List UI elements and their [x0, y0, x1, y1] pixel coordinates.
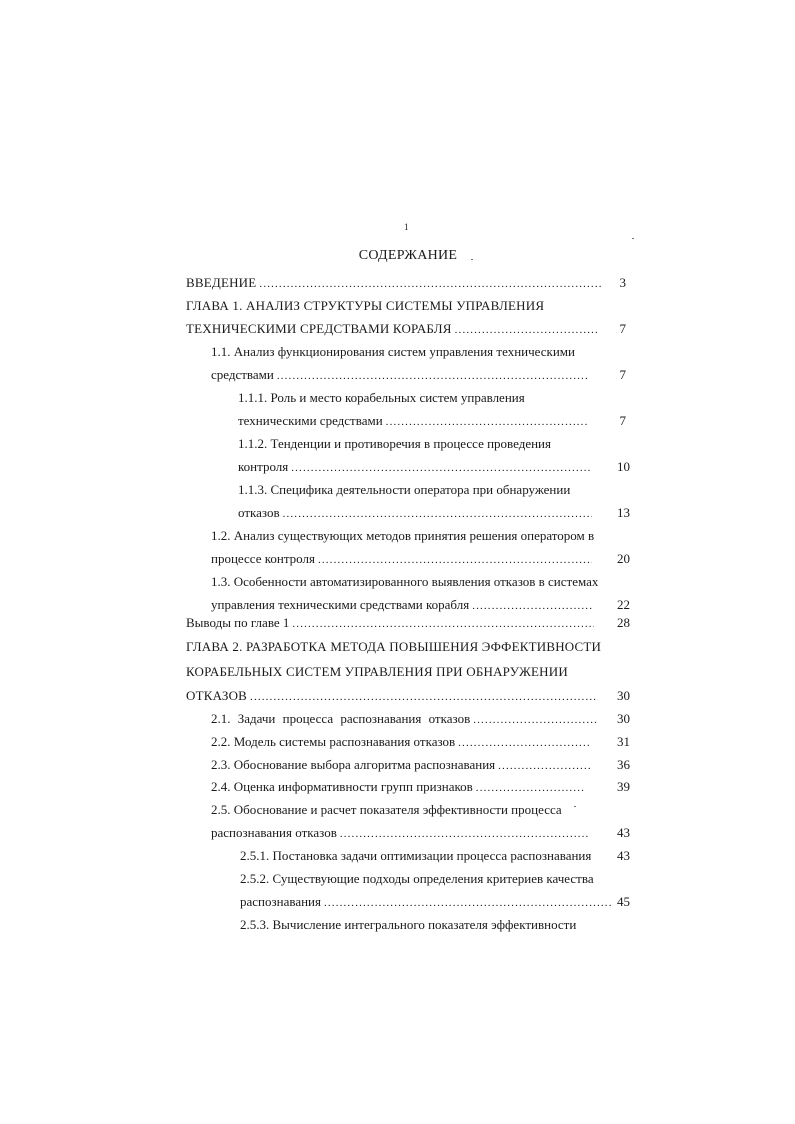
toc-entry-1-1-1: 1.1.1. Роль и место корабельных систем управления: [238, 390, 525, 405]
toc-entry-text: управления техническими средствами корабля: [211, 597, 470, 612]
toc-entry-2-4: [211, 777, 585, 797]
dot-leader: [473, 710, 598, 729]
toc-entry-1-2: 1.2. Анализ существующих методов принятия решения оператором в: [211, 528, 595, 543]
toc-entry-1-1-3-cont: [238, 503, 592, 523]
toc-entry-text: 2.2. Модель системы распознавания отказов: [211, 734, 456, 749]
toc-entry-text: контроля: [238, 459, 289, 474]
toc-entry-2-5-2-cont: [240, 892, 612, 912]
toc-title: СОДЕРЖАНИЕ: [358, 248, 458, 263]
dot-leader: [340, 824, 589, 843]
toc-entry-page: 30: [617, 688, 630, 703]
scan-speck: [632, 238, 634, 239]
toc-entry-page: 20: [617, 551, 630, 566]
dot-leader: [455, 320, 598, 339]
dot-leader: [292, 614, 594, 633]
toc-entry-1-1-1-cont: [238, 411, 588, 431]
dot-leader: [458, 733, 590, 752]
toc-entry-page: 7: [619, 367, 626, 382]
toc-entry-page: 43: [617, 848, 630, 863]
toc-entry-introduction: [186, 273, 602, 293]
toc-entry-2-5-cont: [211, 823, 589, 843]
dot-leader: [277, 366, 589, 385]
toc-entry-1-3: 1.3. Особенности автоматизированного выявления отказов в системах: [211, 574, 599, 589]
toc-entry-chapter-2-end: [186, 686, 598, 706]
toc-entry-page: 39: [617, 779, 630, 794]
toc-entry-2-5-3: 2.5.3. Вычисление интегрального показателя эффективности: [240, 917, 577, 932]
toc-entry-2-5: 2.5. Обоснование и расчет показателя эффективности процесса: [211, 802, 562, 817]
toc-entry-chapter-2-cont: КОРАБЕЛЬНЫХ СИСТЕМ УПРАВЛЕНИЯ ПРИ ОБНАРУЖЕНИИ: [186, 664, 568, 679]
toc-entry-text: средствами: [211, 367, 274, 382]
dot-leader: [291, 458, 592, 477]
dot-leader: [476, 778, 585, 797]
toc-entry-text: 2.4. Оценка информативности групп признаков: [211, 779, 473, 794]
toc-entry-page: 10: [617, 459, 630, 474]
toc-entry-chapter-1-cont: [186, 319, 598, 339]
toc-entry-1-1-2-cont: [238, 457, 592, 477]
toc-entry-chapter-1: ГЛАВА 1. АНАЛИЗ СТРУКТУРЫ СИСТЕМЫ УПРАВЛЕНИЯ: [186, 298, 545, 313]
dot-leader: [318, 550, 592, 569]
toc-entry-text: техническими средствами: [238, 413, 383, 428]
toc-entry-2-2: [211, 732, 590, 752]
toc-entry-text: распознавания: [240, 894, 321, 909]
toc-entry-text: Выводы по главе 1: [186, 615, 290, 630]
toc-entry-1-3-cont: [211, 595, 593, 615]
toc-entry-2-5-1: 2.5.1. Постановка задачи оптимизации процесса распознавания: [240, 848, 592, 863]
toc-entry-2-3: [211, 755, 590, 775]
toc-entry-text: ТЕХНИЧЕСКИМИ СРЕДСТВАМИ КОРАБЛЯ: [186, 321, 452, 336]
toc-entry-page: 36: [617, 757, 630, 772]
toc-entry-2-1: [211, 709, 598, 729]
toc-entry-1-1: 1.1. Анализ функционирования систем управления техническими: [211, 344, 575, 359]
toc-entry-page: 7: [619, 321, 626, 336]
toc-entry-1-1-2: 1.1.2. Тенденции и противоречия в процессе проведения: [238, 436, 551, 451]
toc-entry-page: 13: [617, 505, 630, 520]
dot-leader: [324, 893, 612, 912]
page-number: 1: [404, 222, 409, 232]
toc-entry-2-5-2: 2.5.2. Существующие подходы определения критериев качества: [240, 871, 594, 886]
toc-entry-page: 7: [619, 413, 626, 428]
scan-speck: [471, 259, 473, 260]
toc-entry-page: 31: [617, 734, 630, 749]
toc-entry-page: 30: [617, 711, 630, 726]
toc-entry-1-2-cont: [211, 549, 592, 569]
toc-entry-chapter-2: ГЛАВА 2. РАЗРАБОТКА МЕТОДА ПОВЫШЕНИЯ ЭФФЕКТИВНОСТИ: [186, 639, 602, 654]
toc-entry-page: 3: [619, 275, 626, 290]
dot-leader: [259, 274, 602, 293]
toc-entry-text: 2.3. Обоснование выбора алгоритма распознавания: [211, 757, 496, 772]
toc-entry-page: 43: [617, 825, 630, 840]
toc-entry-page: 28: [617, 615, 630, 630]
toc-entry-text: ОТКАЗОВ: [186, 688, 248, 703]
scan-speck: [574, 806, 576, 807]
toc-entry-text: 2.1. Задачи процесса распознавания отказов: [211, 711, 471, 726]
toc-entry-page: 45: [617, 894, 630, 909]
toc-entry-text: распознавания отказов: [211, 825, 337, 840]
toc-entry-conclusions-1: [186, 613, 594, 633]
toc-entry-text: ВВЕДЕНИЕ: [186, 275, 257, 290]
toc-entry-page: 22: [617, 597, 630, 612]
dot-leader: [250, 687, 598, 706]
toc-entry-1-1-cont: [211, 365, 589, 385]
dot-leader: [498, 756, 590, 775]
toc-entry-text: процессе контроля: [211, 551, 315, 566]
dot-leader: [386, 412, 588, 431]
toc-entry-1-1-3: 1.1.3. Специфика деятельности оператора при обнаружении: [238, 482, 571, 497]
toc-entry-text: отказов: [238, 505, 280, 520]
dot-leader: [283, 504, 592, 523]
